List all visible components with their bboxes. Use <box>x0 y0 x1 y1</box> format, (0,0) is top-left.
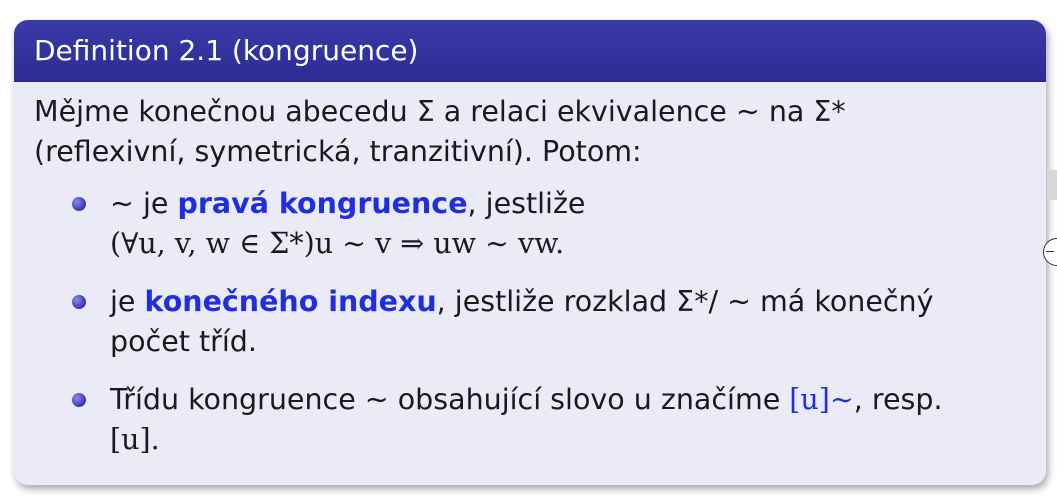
definition-block <box>14 20 1046 485</box>
item-1-after-term: , jestliže <box>467 187 586 220</box>
definition-title: Definition 2.1 (kongruence) <box>14 20 1046 82</box>
intro-line-1: Mějme konečnou abecedu Σ a relaci ekvivalence ∼ na Σ* <box>34 95 846 128</box>
list-item <box>72 184 1034 264</box>
list-item <box>72 380 1034 460</box>
definition-list <box>34 184 1034 460</box>
bullet-icon <box>72 295 86 309</box>
item-2-prefix: je <box>110 285 145 318</box>
item-3-suffix: , resp. <box>853 383 943 416</box>
edge-panel <box>1047 170 1057 200</box>
item-2-after-term: , jestliže rozklad Σ*/ ∼ má konečný <box>436 285 934 318</box>
item-1-term: pravá kongruence <box>177 187 468 220</box>
item-3-prefix: Třídu kongruence ∼ obsahující slovo u značíme <box>110 383 790 416</box>
item-3-line-2: [u]. <box>110 423 160 456</box>
item-3-class-notation: [u]∼ <box>789 383 854 416</box>
intro-line-2: (reflexivní, symetrická, tranzitivní). Potom: <box>34 135 642 168</box>
bullet-icon <box>72 393 86 407</box>
item-1-formula: (∀u, v, w ∈ Σ*)u ∼ v ⇒ uw ∼ vw. <box>110 227 565 260</box>
bullet-icon <box>72 197 86 211</box>
definition-body <box>34 82 1034 478</box>
item-1-prefix: ∼ je <box>110 187 178 220</box>
item-2-line-2: počet tříd. <box>110 325 257 358</box>
item-2-term: konečného indexu <box>144 285 437 318</box>
list-item <box>72 282 1034 362</box>
